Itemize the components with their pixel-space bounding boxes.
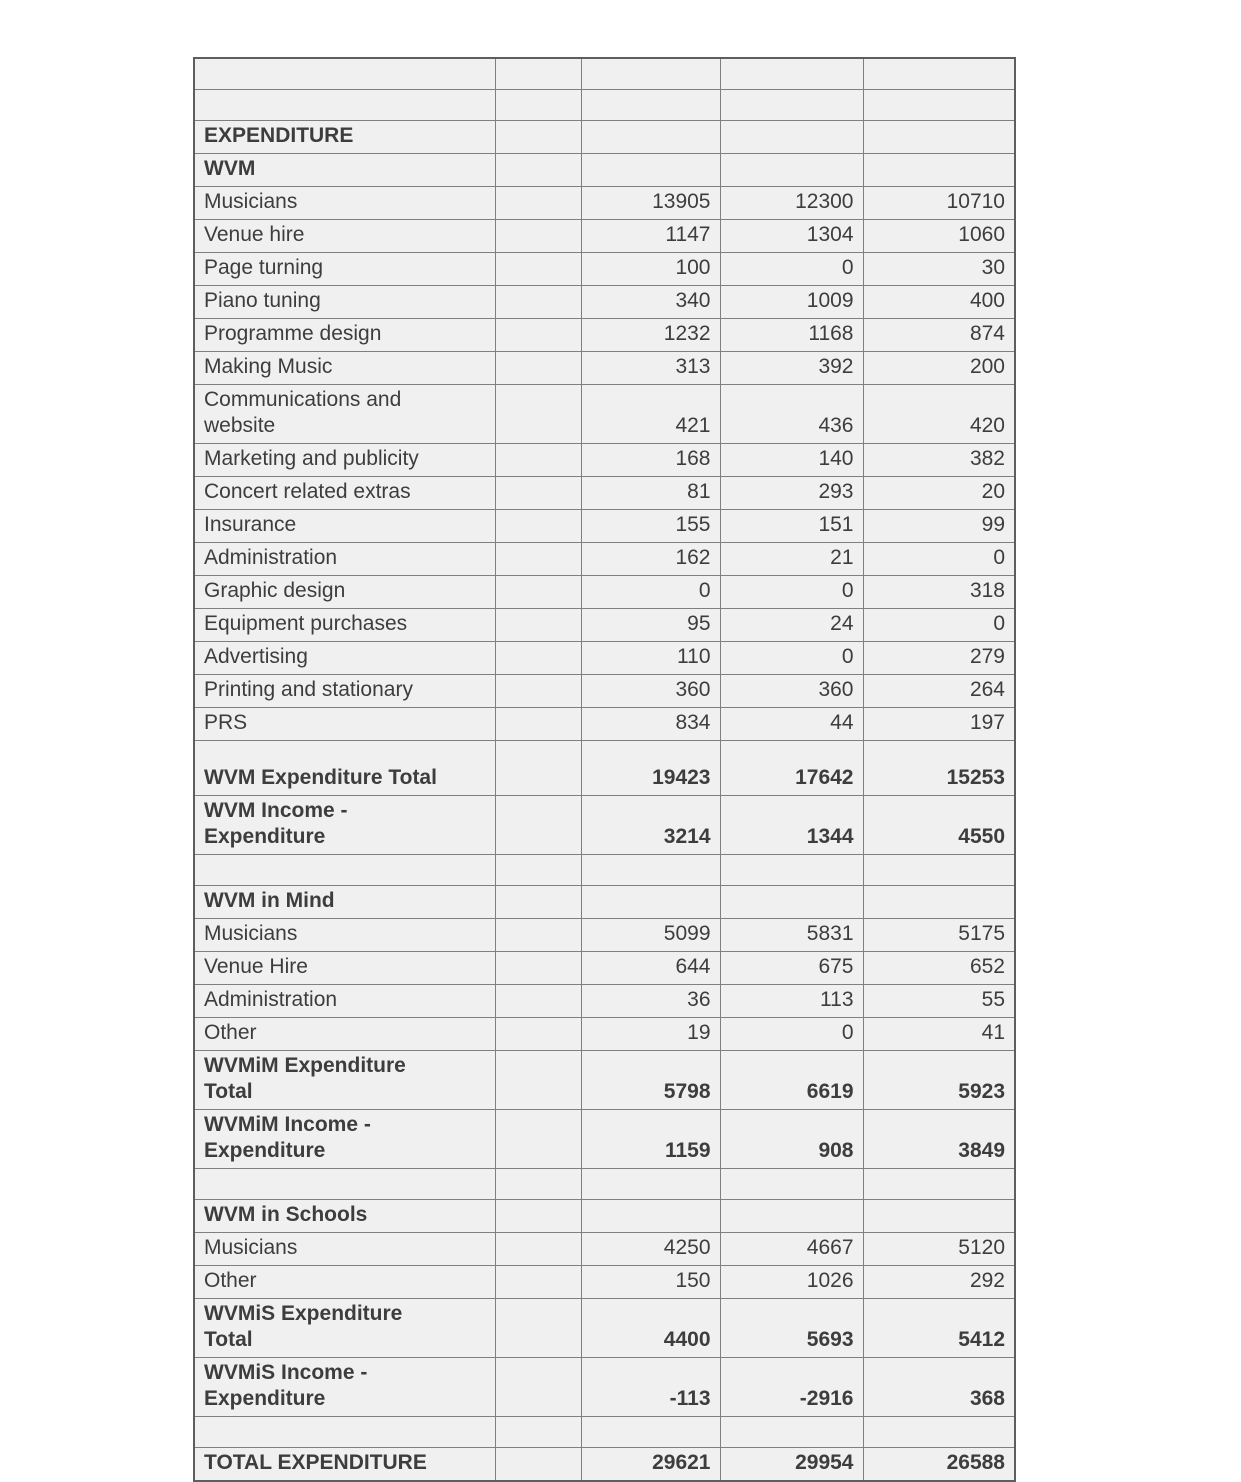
- row-label-cell: [194, 918, 495, 951]
- section-title: WVM in Mind: [204, 888, 335, 912]
- row-label: Musicians: [204, 1235, 298, 1259]
- value-cell-3: 26588: [863, 1447, 1015, 1481]
- value-cell-3: 420: [863, 384, 1015, 443]
- row-label-cell: [194, 58, 495, 89]
- value-cell-1: 0: [581, 575, 720, 608]
- value-cell-3: 5120: [863, 1232, 1015, 1265]
- grand-total-label: TOTAL EXPENDITURE: [204, 1450, 427, 1474]
- row-label-cell: [194, 443, 495, 476]
- row-label: Musicians: [204, 189, 298, 213]
- value-cell-3: 3849: [863, 1109, 1015, 1168]
- value-cell-1: 29621: [581, 1447, 720, 1481]
- row-label: Administration: [204, 545, 338, 569]
- value-cell-2: 360: [720, 674, 863, 707]
- value-cell-1: [581, 1416, 720, 1447]
- table-row: [194, 951, 1015, 984]
- value-cell-1: 4250: [581, 1232, 720, 1265]
- value-cell-3: 264: [863, 674, 1015, 707]
- row-label-cell: [194, 509, 495, 542]
- section-header-row: [194, 120, 1015, 153]
- total-label-cell: [194, 1109, 495, 1168]
- value-cell-1: 1232: [581, 318, 720, 351]
- value-cell-1: 162: [581, 542, 720, 575]
- table-row: [194, 674, 1015, 707]
- table-row: [194, 608, 1015, 641]
- row-label: Page turning: [204, 255, 324, 279]
- table-row: [194, 1017, 1015, 1050]
- spacer-cell: [495, 153, 581, 186]
- value-cell-2: 1304: [720, 219, 863, 252]
- table-row: [194, 1265, 1015, 1298]
- value-cell-2: 0: [720, 641, 863, 674]
- value-cell-1: 19423: [581, 740, 720, 795]
- value-cell-3: 200: [863, 351, 1015, 384]
- value-cell-1: 150: [581, 1265, 720, 1298]
- row-label-cell: [194, 186, 495, 219]
- value-cell-3: 652: [863, 951, 1015, 984]
- spacer-cell: [495, 641, 581, 674]
- value-cell-3: 0: [863, 608, 1015, 641]
- value-cell-3: [863, 1416, 1015, 1447]
- value-cell-1: 4400: [581, 1298, 720, 1357]
- spacer-cell: [495, 186, 581, 219]
- total-label-cell: [194, 740, 495, 795]
- value-cell-2: 0: [720, 575, 863, 608]
- row-label-cell: [194, 641, 495, 674]
- row-label-cell: [194, 252, 495, 285]
- value-cell-3: 4550: [863, 795, 1015, 854]
- value-cell-3: 5923: [863, 1050, 1015, 1109]
- row-label: Piano tuning: [204, 288, 321, 312]
- row-label-cell: [194, 219, 495, 252]
- total-row: [194, 795, 1015, 854]
- value-cell-1: 168: [581, 443, 720, 476]
- row-label: Printing and stationary: [204, 677, 413, 701]
- value-cell-3: [863, 854, 1015, 885]
- value-cell-3: 30: [863, 252, 1015, 285]
- value-cell-3: 197: [863, 707, 1015, 740]
- value-cell-3: 0: [863, 542, 1015, 575]
- table-row: [194, 384, 1015, 443]
- spacer-cell: [495, 1017, 581, 1050]
- value-cell-2: [720, 854, 863, 885]
- total-label: WVM Income - Expenditure: [204, 798, 348, 848]
- spacer-cell: [495, 509, 581, 542]
- row-label: Making Music: [204, 354, 333, 378]
- row-label-cell: [194, 351, 495, 384]
- value-cell-3: 292: [863, 1265, 1015, 1298]
- row-label: Musicians: [204, 921, 298, 945]
- row-label-cell: [194, 854, 495, 885]
- section-title: EXPENDITURE: [204, 123, 354, 147]
- value-cell-2: 5693: [720, 1298, 863, 1357]
- total-row: [194, 1050, 1015, 1109]
- row-label: Communications and website: [204, 387, 402, 437]
- value-cell-3: 318: [863, 575, 1015, 608]
- value-cell-2: [720, 1168, 863, 1199]
- value-cell-3: 5175: [863, 918, 1015, 951]
- value-cell-2: 5831: [720, 918, 863, 951]
- spacer-cell: [495, 575, 581, 608]
- table-row: [194, 443, 1015, 476]
- spacer-cell: [495, 384, 581, 443]
- row-label-cell: [194, 89, 495, 120]
- value-cell-2: [720, 89, 863, 120]
- spacer-cell: [495, 608, 581, 641]
- row-label-cell: [194, 1232, 495, 1265]
- value-cell-2: 436: [720, 384, 863, 443]
- spacer-cell: [495, 1265, 581, 1298]
- value-cell-3: [863, 58, 1015, 89]
- value-cell-2: [720, 1416, 863, 1447]
- row-label-cell: [194, 1017, 495, 1050]
- table-row: [194, 641, 1015, 674]
- table-row: [194, 351, 1015, 384]
- spacer-cell: [495, 476, 581, 509]
- value-cell-3: [863, 153, 1015, 186]
- row-label-cell: [194, 674, 495, 707]
- spacer-cell: [495, 443, 581, 476]
- value-cell-1: 81: [581, 476, 720, 509]
- section-header-row: [194, 1199, 1015, 1232]
- table-row: [194, 1232, 1015, 1265]
- row-label-cell: [194, 608, 495, 641]
- section-title-cell: [194, 120, 495, 153]
- table-row: [194, 854, 1015, 885]
- value-cell-3: 15253: [863, 740, 1015, 795]
- value-cell-3: 55: [863, 984, 1015, 1017]
- value-cell-3: 382: [863, 443, 1015, 476]
- table-row: [194, 285, 1015, 318]
- value-cell-3: [863, 1199, 1015, 1232]
- value-cell-1: 36: [581, 984, 720, 1017]
- value-cell-2: 21: [720, 542, 863, 575]
- value-cell-3: 5412: [863, 1298, 1015, 1357]
- row-label: Other: [204, 1268, 257, 1292]
- spacer-cell: [495, 285, 581, 318]
- row-label: PRS: [204, 710, 248, 734]
- total-label-cell: [194, 1298, 495, 1357]
- row-label-cell: [194, 1416, 495, 1447]
- spacer-cell: [495, 1416, 581, 1447]
- total-label: WVMiS Expenditure Total: [204, 1301, 403, 1351]
- value-cell-3: [863, 120, 1015, 153]
- total-label: WVMiM Expenditure Total: [204, 1053, 406, 1103]
- value-cell-1: 360: [581, 674, 720, 707]
- value-cell-2: 4667: [720, 1232, 863, 1265]
- row-label: Other: [204, 1020, 257, 1044]
- section-title-cell: [194, 1199, 495, 1232]
- spacer-cell: [495, 542, 581, 575]
- value-cell-2: 6619: [720, 1050, 863, 1109]
- value-cell-2: 140: [720, 443, 863, 476]
- table-row: [194, 89, 1015, 120]
- row-label-cell: [194, 318, 495, 351]
- row-label-cell: [194, 984, 495, 1017]
- row-label-cell: [194, 1265, 495, 1298]
- section-header-row: [194, 885, 1015, 918]
- value-cell-1: [581, 120, 720, 153]
- spacer-cell: [495, 984, 581, 1017]
- row-label-cell: [194, 476, 495, 509]
- row-label: Venue hire: [204, 222, 305, 246]
- table-row: [194, 219, 1015, 252]
- row-label: Administration: [204, 987, 338, 1011]
- row-label-cell: [194, 951, 495, 984]
- table-row: [194, 509, 1015, 542]
- total-row: [194, 1357, 1015, 1416]
- row-label-cell: [194, 1168, 495, 1199]
- value-cell-2: 392: [720, 351, 863, 384]
- spacer-cell: [495, 795, 581, 854]
- total-row: [194, 1109, 1015, 1168]
- spacer-cell: [495, 58, 581, 89]
- value-cell-2: [720, 58, 863, 89]
- section-title: WVM in Schools: [204, 1202, 368, 1226]
- value-cell-1: [581, 58, 720, 89]
- value-cell-2: 24: [720, 608, 863, 641]
- value-cell-1: 19: [581, 1017, 720, 1050]
- value-cell-3: 874: [863, 318, 1015, 351]
- value-cell-2: [720, 120, 863, 153]
- value-cell-1: 421: [581, 384, 720, 443]
- table-row: [194, 984, 1015, 1017]
- table-row: [194, 318, 1015, 351]
- value-cell-2: 1026: [720, 1265, 863, 1298]
- value-cell-3: 99: [863, 509, 1015, 542]
- row-label: Venue Hire: [204, 954, 308, 978]
- value-cell-2: 1344: [720, 795, 863, 854]
- row-label: Graphic design: [204, 578, 346, 602]
- spacer-cell: [495, 351, 581, 384]
- row-label-cell: [194, 707, 495, 740]
- spacer-cell: [495, 252, 581, 285]
- row-label-cell: [194, 542, 495, 575]
- section-title: WVM: [204, 156, 256, 180]
- value-cell-2: 675: [720, 951, 863, 984]
- spacer-cell: [495, 951, 581, 984]
- spacer-cell: [495, 1199, 581, 1232]
- table-row: [194, 542, 1015, 575]
- spacer-cell: [495, 1447, 581, 1481]
- value-cell-1: 340: [581, 285, 720, 318]
- grand-total-row: [194, 1447, 1015, 1481]
- value-cell-1: [581, 885, 720, 918]
- value-cell-2: 113: [720, 984, 863, 1017]
- value-cell-2: 0: [720, 1017, 863, 1050]
- value-cell-1: 155: [581, 509, 720, 542]
- spacer-cell: [495, 1232, 581, 1265]
- value-cell-2: 29954: [720, 1447, 863, 1481]
- value-cell-1: [581, 89, 720, 120]
- value-cell-1: 313: [581, 351, 720, 384]
- spacer-cell: [495, 1109, 581, 1168]
- spacer-cell: [495, 885, 581, 918]
- spacer-cell: [495, 120, 581, 153]
- table-row: [194, 575, 1015, 608]
- value-cell-1: [581, 153, 720, 186]
- value-cell-3: 10710: [863, 186, 1015, 219]
- value-cell-2: 151: [720, 509, 863, 542]
- spacer-cell: [495, 918, 581, 951]
- table-row: [194, 186, 1015, 219]
- value-cell-2: 0: [720, 252, 863, 285]
- value-cell-1: 100: [581, 252, 720, 285]
- value-cell-1: [581, 1168, 720, 1199]
- table-row: [194, 252, 1015, 285]
- value-cell-1: 1159: [581, 1109, 720, 1168]
- value-cell-1: 13905: [581, 186, 720, 219]
- spacer-cell: [495, 854, 581, 885]
- value-cell-1: -113: [581, 1357, 720, 1416]
- value-cell-1: 110: [581, 641, 720, 674]
- spacer-cell: [495, 89, 581, 120]
- section-title-cell: [194, 885, 495, 918]
- value-cell-1: 3214: [581, 795, 720, 854]
- value-cell-3: 400: [863, 285, 1015, 318]
- value-cell-1: 1147: [581, 219, 720, 252]
- value-cell-2: [720, 1199, 863, 1232]
- expenditure-table: [193, 57, 1016, 1482]
- value-cell-2: [720, 153, 863, 186]
- table-row: [194, 1416, 1015, 1447]
- row-label: Programme design: [204, 321, 382, 345]
- spacer-cell: [495, 674, 581, 707]
- grand-total-label-cell: [194, 1447, 495, 1481]
- value-cell-2: 293: [720, 476, 863, 509]
- table-row: [194, 476, 1015, 509]
- section-header-row: [194, 153, 1015, 186]
- value-cell-3: 41: [863, 1017, 1015, 1050]
- spacer-cell: [495, 1357, 581, 1416]
- spacer-cell: [495, 1050, 581, 1109]
- value-cell-2: 12300: [720, 186, 863, 219]
- total-label-cell: [194, 795, 495, 854]
- row-label-cell: [194, 575, 495, 608]
- value-cell-2: 44: [720, 707, 863, 740]
- value-cell-3: [863, 885, 1015, 918]
- total-row: [194, 1298, 1015, 1357]
- value-cell-1: 95: [581, 608, 720, 641]
- value-cell-1: 5099: [581, 918, 720, 951]
- value-cell-2: [720, 885, 863, 918]
- value-cell-1: [581, 854, 720, 885]
- row-label-cell: [194, 285, 495, 318]
- spacer-cell: [495, 740, 581, 795]
- total-label-cell: [194, 1050, 495, 1109]
- total-label: WVM Expenditure Total: [204, 765, 437, 789]
- table-row: [194, 918, 1015, 951]
- total-row: [194, 740, 1015, 795]
- spacer-cell: [495, 1168, 581, 1199]
- value-cell-2: 1168: [720, 318, 863, 351]
- value-cell-3: 279: [863, 641, 1015, 674]
- value-cell-1: [581, 1199, 720, 1232]
- row-label-cell: [194, 384, 495, 443]
- value-cell-1: 5798: [581, 1050, 720, 1109]
- value-cell-2: 908: [720, 1109, 863, 1168]
- table-row: [194, 58, 1015, 89]
- value-cell-2: -2916: [720, 1357, 863, 1416]
- value-cell-1: 834: [581, 707, 720, 740]
- value-cell-2: 17642: [720, 740, 863, 795]
- value-cell-3: [863, 1168, 1015, 1199]
- total-label: WVMiM Income - Expenditure: [204, 1112, 371, 1162]
- value-cell-3: 1060: [863, 219, 1015, 252]
- table-row: [194, 1168, 1015, 1199]
- spacer-cell: [495, 1298, 581, 1357]
- value-cell-3: 20: [863, 476, 1015, 509]
- value-cell-3: 368: [863, 1357, 1015, 1416]
- total-label-cell: [194, 1357, 495, 1416]
- spacer-cell: [495, 219, 581, 252]
- row-label: Concert related extras: [204, 479, 411, 503]
- value-cell-3: [863, 89, 1015, 120]
- section-title-cell: [194, 153, 495, 186]
- table-row: [194, 707, 1015, 740]
- row-label: Equipment purchases: [204, 611, 408, 635]
- spacer-cell: [495, 707, 581, 740]
- spacer-cell: [495, 318, 581, 351]
- value-cell-2: 1009: [720, 285, 863, 318]
- row-label: Marketing and publicity: [204, 446, 419, 470]
- row-label: Insurance: [204, 512, 297, 536]
- row-label: Advertising: [204, 644, 308, 668]
- value-cell-1: 644: [581, 951, 720, 984]
- total-label: WVMiS Income - Expenditure: [204, 1360, 368, 1410]
